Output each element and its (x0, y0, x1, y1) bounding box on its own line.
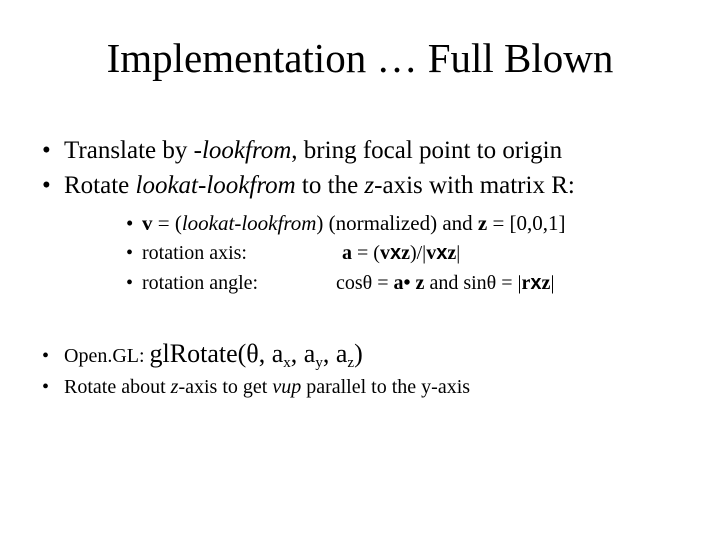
text: to the (295, 172, 365, 199)
text: )/| (409, 242, 427, 264)
text-italic: vup (272, 376, 302, 398)
text: = ( (352, 242, 380, 264)
vector-v: v (426, 242, 437, 264)
text: , a (290, 339, 316, 368)
text: Rotate (64, 172, 136, 199)
text: and sinθ = | (424, 272, 522, 294)
subscript: z (347, 355, 355, 371)
text-italic: z (170, 376, 179, 398)
text: Rotate about (64, 376, 171, 398)
text: ) (normalized) and (316, 211, 478, 235)
bullet-translate (42, 136, 562, 166)
text: , bring focal point to origin (291, 137, 563, 164)
label: rotation axis: (142, 242, 247, 264)
vector-v: v (379, 242, 390, 264)
label-col (126, 240, 247, 266)
text: -axis with matrix R: (374, 172, 575, 199)
text-italic: lookfrom (201, 137, 292, 164)
text: -axis to get (178, 376, 273, 398)
bullet-dot: • (126, 211, 134, 235)
opengl-label: Open.GL: (64, 345, 150, 367)
sub-bullet-rotation-axis (126, 240, 686, 266)
vector-a: a (342, 242, 352, 264)
vector-z: z (447, 242, 457, 264)
vector-z: z (541, 272, 551, 294)
bullet-dot: • (126, 272, 134, 294)
cross-symbol: x (389, 242, 402, 264)
text: = [0,0,1] (487, 211, 566, 235)
subscript: y (315, 355, 323, 371)
vector-a: a (393, 272, 404, 294)
text: = ( (152, 211, 182, 235)
vector-z: z (401, 242, 410, 264)
bullet-dot: • (126, 242, 134, 264)
text: | (456, 242, 461, 264)
glrotate-call (149, 339, 363, 371)
bullet-dot: • (42, 345, 50, 367)
text: cosθ = (336, 272, 394, 294)
vector-v: v (142, 211, 153, 235)
sub-bullet-normalized (126, 210, 566, 236)
vector-r: r (521, 272, 531, 294)
cross-symbol: x (436, 242, 448, 264)
cross-symbol: x (530, 272, 542, 294)
vector-z: z (415, 272, 425, 294)
text-italic: z (364, 172, 375, 199)
bullet-opengl (42, 339, 363, 371)
dot-product: • (403, 272, 416, 294)
formula-axis (342, 240, 460, 266)
subscript: x (283, 355, 291, 371)
text: ) (354, 339, 363, 368)
label-col (126, 270, 258, 296)
text: Translate by - (64, 137, 202, 164)
bullet-dot: • (42, 376, 50, 398)
label: rotation angle: (142, 272, 259, 294)
bullet-dot: • (42, 172, 51, 199)
text: | (550, 272, 555, 294)
bullet-dot: • (42, 137, 51, 164)
text: , a (322, 339, 348, 368)
slide-title: Implementation … Full Blown (106, 35, 614, 81)
sub-bullet-rotation-angle (126, 270, 686, 296)
vector-z: z (477, 211, 488, 235)
bullet-vup (42, 374, 470, 400)
text: glRotate(θ, a (149, 339, 284, 368)
text-italic: lookat-lookfrom (135, 172, 296, 199)
bullet-rotate (42, 171, 575, 201)
formula-angle (336, 270, 554, 296)
text-italic: lookat-lookfrom (181, 211, 317, 235)
text: parallel to the y-axis (301, 376, 471, 398)
